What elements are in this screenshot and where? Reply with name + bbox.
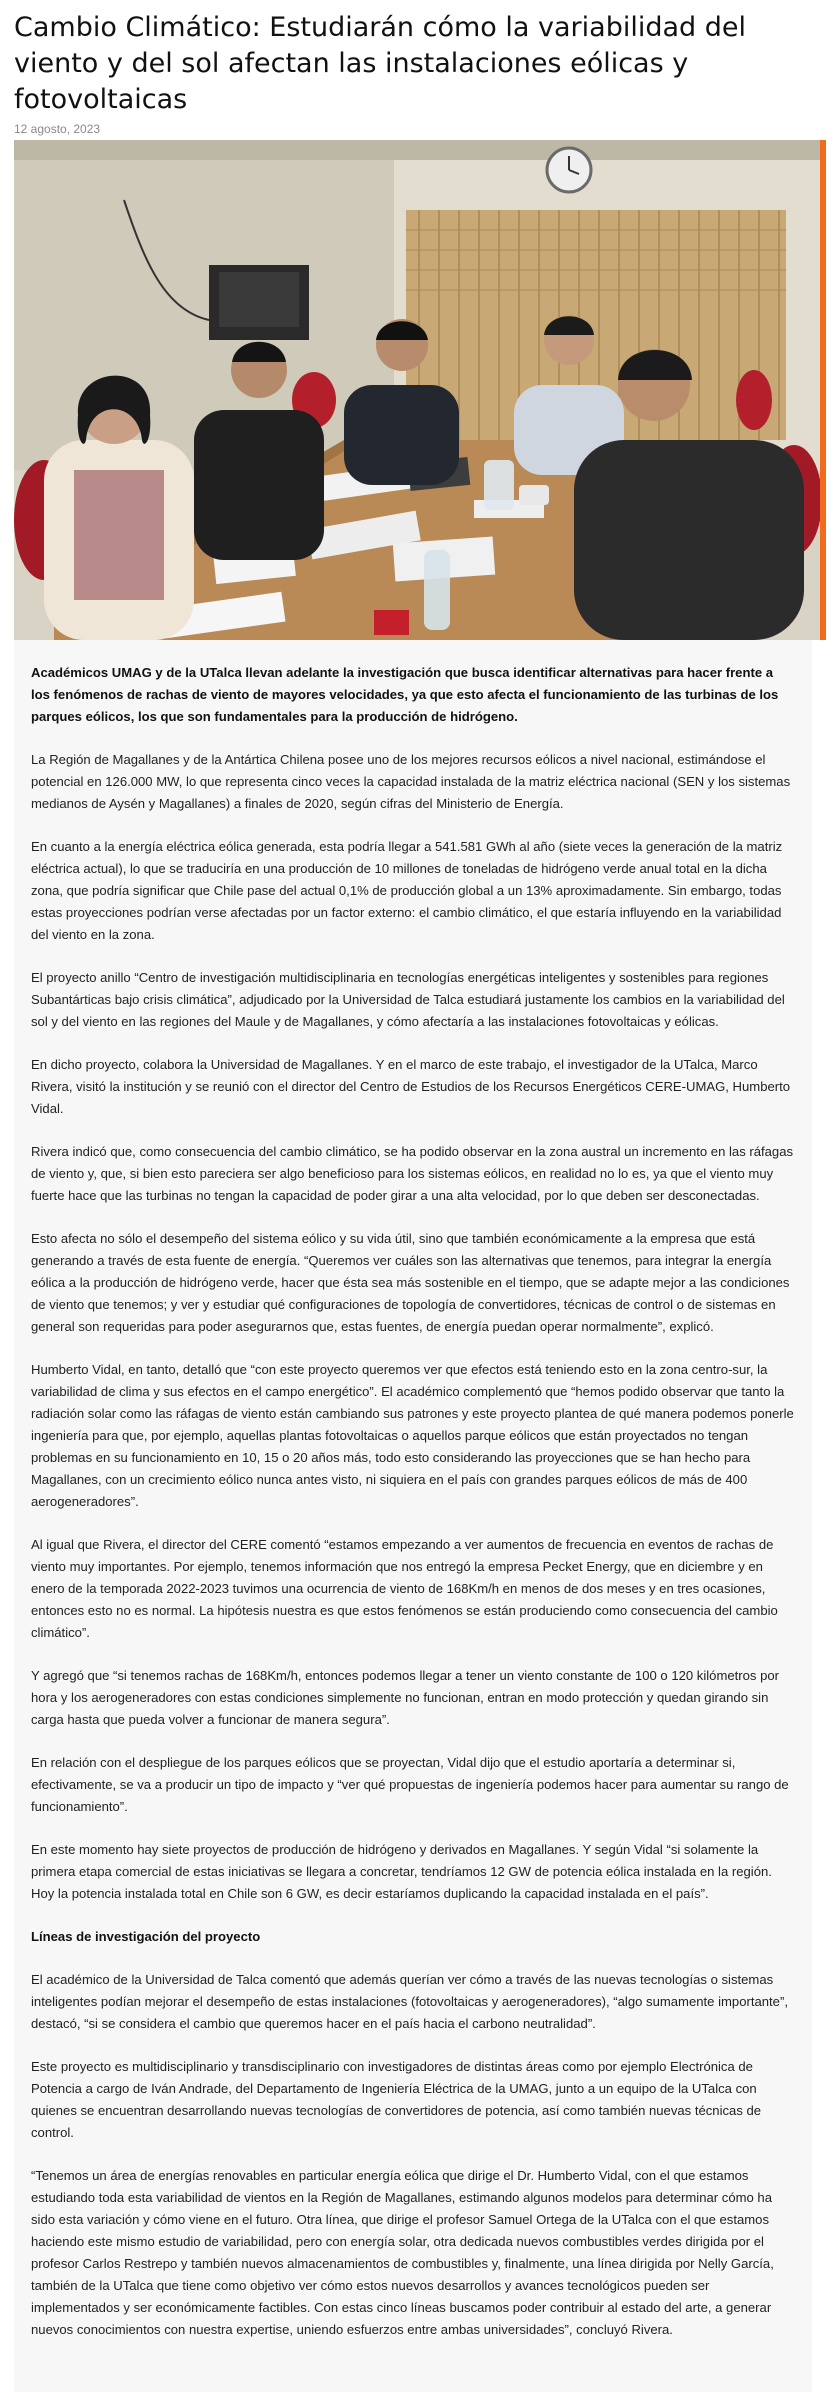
article-paragraph: Rivera indicó que, como consecuencia del cambio climático, se ha podido observar en la zona austral un incremento en las ráfagas de viento y, que, si bien esto pareciera ser algo beneficioso para los sistemas eólicos, en realidad no lo es, ya que el viento muy fuerte hace que las turbinas no tengan la capacidad de poder girar a una alta velocidad, por lo que deben ser desconectadas. xyxy=(31,1144,794,1203)
section-heading: Líneas de investigación del proyecto xyxy=(31,1929,261,1944)
article-paragraph: En relación con el despliegue de los parques eólicos que se proyectan, Vidal dijo que el estudio aportaría a determinar si, efectivamente, se va a producir un tipo de impacto y “ver qué propuestas de ingeniería podemos hacer para aumentar su rango de funcionamiento”. xyxy=(31,1755,789,1814)
article-paragraph: La Región de Magallanes y de la Antártica Chilena posee uno de los mejores recursos eólicos a nivel nacional, estimándose el potencial en 126.000 MW, lo que representa cinco veces la capacidad instalada de la matriz eléctrica nacional (SEN y los sistemas medianos de Aysén y Magallanes) a finales de 2020, según cifras del Ministerio de Energía. xyxy=(31,752,791,811)
article-lead: Académicos UMAG y de la UTalca llevan adelante la investigación que busca identificar alternativas para hacer frente a los fenómenos de rachas de viento de mayores velocidades, ya que esto afecta el funcionamiento de las turbinas de los parques eólicos, los que son fundamentales para la producción de hidrógeno. xyxy=(31,665,779,724)
article-paragraph: Humberto Vidal, en tanto, detalló que “con este proyecto queremos ver que efectos está teniendo esto en la zona centro-sur, la variabilidad de clima y sus efectos en el campo energético”. El académico complementó que “hemos podido observar que tanto la radiación solar como las ráfagas de viento están cambiando sus patrones y este proyecto plantea de qué manera podemos ponerle ingeniería para que, por ejemplo, aquellas plantas fotovoltaicas o aquellos parque eólicos que están proyectados no tengan problemas en su funcionamiento en 10, 15 o 20 años más, todo esto considerando las proyecciones que se han hecho para Magallanes, con un crecimiento eólico nunca antes visto, ni siquiera en el país con grandes parques eólicos de más de 400 aerogeneradores”. xyxy=(31,1362,794,1509)
photo-accent-bar xyxy=(820,140,826,640)
article-paragraph: Al igual que Rivera, el director del CERE comentó “estamos empezando a ver aumentos de frecuencia en eventos de rachas de viento muy importantes. Por ejemplo, tenemos información que nos entregó la empresa Pecket Energy, que en diciembre y en enero de la temporada 2022-2023 tuvimos una ocurrencia de viento de 168Km/h en menos de dos meses y en tres ocasiones, entonces esto no es normal. La hipótesis nuestra es que estos fenómenos se están produciendo como consecuencia del cambio climático”. xyxy=(31,1537,778,1640)
article-paragraph: Este proyecto es multidisciplinario y transdisciplinario con investigadores de distintas áreas como por ejemplo Electrónica de Potencia a cargo de Iván Andrade, del Departamento de Ingeniería Eléctrica de la UMAG, junto a un equipo de la UTalca con quienes se encuentran desarrollando nuevas tecnologías de convertidores de potencia, así como también nuevas técnicas de control. xyxy=(31,2059,762,2140)
meeting-photo-icon xyxy=(14,140,820,640)
article-paragraph: El académico de la Universidad de Talca comentó que además querían ver cómo a través de las nuevas tecnologías o sistemas inteligentes podían mejorar el desempeño de estas instalaciones (fotovoltaicas y aerogeneradores), “algo sumamente importante”, destacó, “si se considera el cambio que queremos hacer en el país hacia el carbono neutralidad”. xyxy=(31,1972,788,2031)
article-title: Cambio Climático: Estudiarán cómo la variabilidad del viento y del sol afectan las instalaciones eólicas y fotovoltaicas xyxy=(14,12,746,115)
article-paragraph: “Tenemos un área de energías renovables en particular energía eólica que dirige el Dr. Humberto Vidal, con el que estamos estudiando toda esta variabilidad de vientos en la Región de Magallanes, estimando algunos modelos para determinar cómo ha sido esta variación y cómo viene en el futuro. Otra línea, que dirige el profesor Samuel Ortega de la UTalca con el que estamos haciendo este mismo estudio de variabilidad, pero con energía solar, otra dedicada nuevos combustibles verdes dirigida por el profesor Carlos Restrepo y también nuevos almacenamientos de combustibles y, finalmente, una línea dirigida por Nelly García, también de la UTalca que tiene como objetivo ver cómo estos nuevos desarrollos y avances tecnológicos pueden ser implementados y ser económicamente factibles. Con estas cinco líneas buscamos poder contribuir al estado del arte, a generar nuevos conocimientos con nuestra expertise, uniendo esfuerzos entre ambas universidades”, concluyó Rivera. xyxy=(31,2168,774,2337)
article-photo-container xyxy=(14,140,821,640)
article-paragraph: En dicho proyecto, colabora la Universidad de Magallanes. Y en el marco de este trabajo, el investigador de la UTalca, Marco Rivera, visitó la institución y se reunió con el director del Centro de Estudios de los Recursos Energéticos CERE-UMAG, Humberto Vidal. xyxy=(31,1057,791,1116)
article-body xyxy=(14,640,812,2392)
article-paragraph: En cuanto a la energía eléctrica eólica generada, esta podría llegar a 541.581 GWh al año (siete veces la generación de la matriz eléctrica actual), lo que se traduciría en una producción de 10 millones de toneladas de hidrógeno verde anual total en la dicha zona, que podría significar que Chile pase del actual 0,1% de producción global a un 13% aproximadamente. Sin embargo, todas estas proyecciones podrían verse afectadas por un factor externo: el cambio climático, el que estaría influyendo en la variabilidad del viento en la zona. xyxy=(31,839,783,942)
article-date: 12 agosto, 2023 xyxy=(14,122,101,136)
article-paragraph: Y agregó que “si tenemos rachas de 168Km/h, entonces podemos llegar a tener un viento constante de 100 o 120 kilómetros por hora y los aerogeneradores con estas condiciones simplemente no funcionan, entran en modo protección y quedan girando sin carga hasta que pueda volver a funcionar de manera segura”. xyxy=(31,1668,780,1727)
article-photo xyxy=(14,140,820,640)
article-paragraph: El proyecto anillo “Centro de investigación multidisciplinaria en tecnologías energéticas inteligentes y sostenibles para regiones Subantárticas bajo crisis climática”, adjudicado por la Universidad de Talca estudiará justamente los cambios en la variabilidad del sol y del viento en las regiones del Maule y de Magallanes, y cómo afectaría a las instalaciones fotovoltaicas y eólicas. xyxy=(31,970,785,1029)
article-paragraph: Esto afecta no sólo el desempeño del sistema eólico y su vida útil, sino que también económicamente a la empresa que está generando a través de esta fuente de energía. “Queremos ver cuáles son las alternativas que tenemos, para integrar la energía eólica a la producción de hidrógeno verde, hacer que ésta sea más sostenible en el tiempo, que se adapte mejor a las condiciones de viento que tenemos; y ver y estudiar qué configuraciones de topología de convertidores, técnicas de control o de sistemas en general son requeridas para poder asegurarnos que, estas fuentes, de energía puedan operar normalmente”, explicó. xyxy=(31,1231,790,1334)
article-paragraph: En este momento hay siete proyectos de producción de hidrógeno y derivados en Magallanes. Y según Vidal “si solamente la primera etapa comercial de estas iniciativas se llegara a concretar, tendríamos 12 GW de potencia eólica instalada en la región. Hoy la potencia instalada total en Chile son 6 GW, es decir estaríamos duplicando la capacidad instalada en el país”. xyxy=(31,1842,772,1901)
